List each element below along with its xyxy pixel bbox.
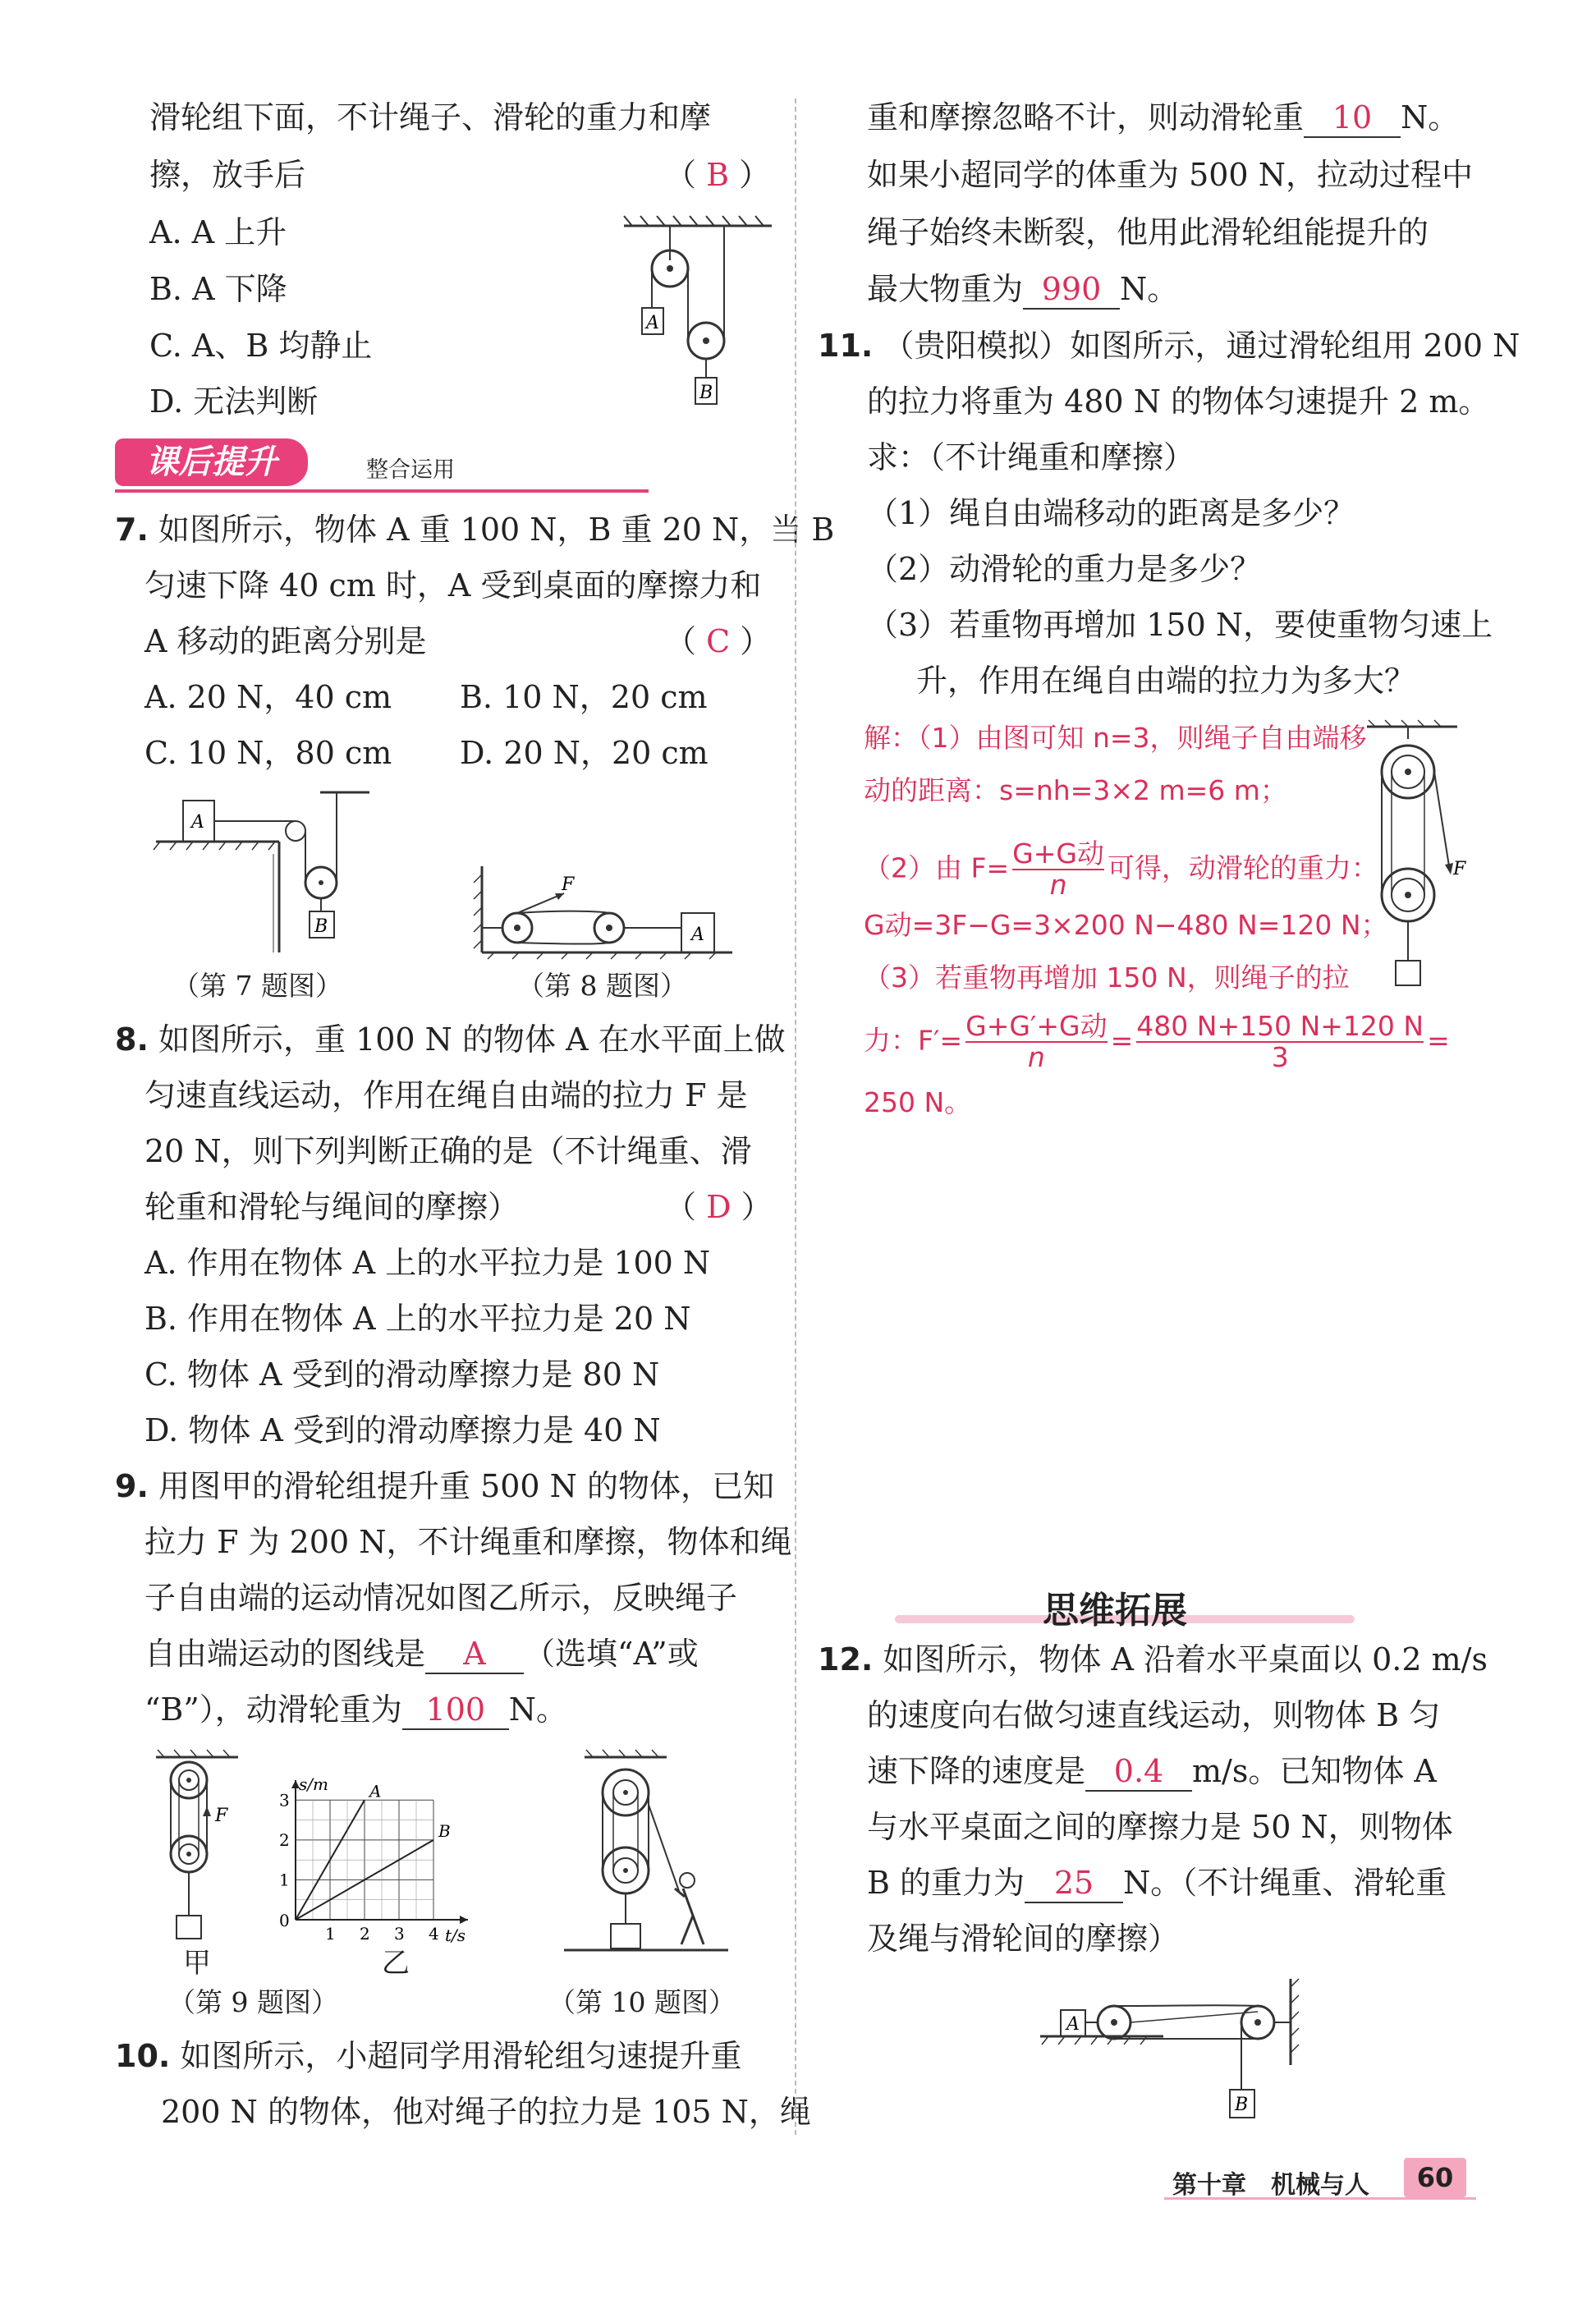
q7-line2: 匀速下降 40 cm 时，A 受到桌面的摩擦力和 xyxy=(144,567,762,604)
q8-label-a: A xyxy=(691,925,704,945)
q6-line2: 擦，放手后 xyxy=(149,157,306,193)
q11-s3-denominator: n xyxy=(1049,869,1067,901)
q6-pulley-figure xyxy=(616,209,780,419)
x-tick-label: 3 xyxy=(394,1924,405,1944)
y-tick-label: 3 xyxy=(279,1790,290,1811)
q8-option-a: A. 作用在物体 A 上的水平拉力是 100 N xyxy=(144,1245,711,1281)
q10-line6b: N。 xyxy=(1120,271,1179,307)
q10-line3a: 重和摩擦忽略不计，则动滑轮重 xyxy=(867,99,1305,135)
q12-figure xyxy=(1036,1975,1307,2131)
series-label-B: B xyxy=(438,1820,451,1841)
footer-chapter: 第十章 机械与人 xyxy=(1172,2171,1369,2200)
q12-blank2: 25 xyxy=(1025,1864,1123,1903)
q11-solution-line4: G动=3F−G=3×200 N−480 N=120 N； xyxy=(864,909,1388,941)
q9-caption: （第 9 题图） xyxy=(168,1986,338,2018)
q12-label-b: B xyxy=(1235,2095,1249,2115)
q12-line6: 及绳与滑轮间的摩擦） xyxy=(867,1921,1180,1957)
q11-s3b: 可得，动滑轮的重力： xyxy=(1107,851,1378,884)
section-rule xyxy=(115,489,649,493)
q8-line2: 匀速直线运动，作用在绳自由端的拉力 F 是 xyxy=(144,1077,748,1113)
q11-figure xyxy=(1363,718,1470,998)
q8-figure xyxy=(470,862,741,961)
q12-line1: 如图所示，物体 A 沿着水平桌面以 0.2 m/s xyxy=(883,1641,1488,1678)
q9-blank1: A xyxy=(425,1635,524,1674)
q8-label-f: F xyxy=(562,874,575,895)
q7-option-a: A. 20 N，40 cm xyxy=(144,679,392,715)
q7-figure xyxy=(152,788,390,961)
q12-line2: 的速度向右做匀速直线运动，则物体 B 匀 xyxy=(867,1697,1441,1733)
q8-option-c: C. 物体 A 受到的滑动摩擦力是 80 N xyxy=(144,1356,660,1393)
q10-caption: （第 10 题图） xyxy=(548,1986,736,2018)
q10-line6a: 最大物重为 xyxy=(867,271,1024,307)
q11-s6-numerator: G+G′+G动 xyxy=(965,1010,1108,1042)
q7-option-b: B. 10 N，20 cm xyxy=(460,679,708,715)
q11-solution-line7: 250 N。 xyxy=(864,1086,972,1118)
q7-line1: 如图所示，物体 A 重 100 N，B 重 20 N，当 B xyxy=(158,512,835,548)
q9-chart xyxy=(263,1747,517,1944)
q9-jia-figure xyxy=(148,1747,246,1953)
q8-caption: （第 8 题图） xyxy=(517,970,687,1002)
q11-s6end: = xyxy=(1427,1024,1450,1057)
q6-answer: B xyxy=(706,157,730,193)
q7-number: 7. xyxy=(115,512,149,548)
q9-blank2: 100 xyxy=(402,1691,509,1730)
x-axis-arrow xyxy=(460,1916,468,1924)
q9-line5a: “B”），动滑轮重为 xyxy=(144,1691,402,1728)
column-divider xyxy=(795,99,796,2135)
q7-line3: A 移动的距离分别是 xyxy=(144,623,427,659)
q10-line3b: N。 xyxy=(1401,99,1460,135)
q11-s3-numerator: G+G动 xyxy=(1012,838,1104,870)
q9-label-f: F xyxy=(215,1806,228,1826)
q11-part3b: 升，作用在绳自由端的拉力为多大？ xyxy=(916,663,1416,699)
y-axis-label: s/m xyxy=(299,1774,328,1794)
q12-blank1: 0.4 xyxy=(1085,1752,1192,1792)
q10-line2: 200 N 的物体，他对绳子的拉力是 105 N，绳 xyxy=(161,2094,811,2130)
q8-answer-bracket: （ D ） xyxy=(665,1189,773,1225)
q11-solution-line3 xyxy=(864,839,1378,900)
y-tick-label: 2 xyxy=(279,1829,290,1850)
q11-part1: （1）绳自由端移动的距离是多少？ xyxy=(867,495,1355,531)
q9-line3: 子自由端的运动情况如图乙所示，反映绳子 xyxy=(144,1580,738,1616)
q6-option-a: A. A 上升 xyxy=(149,214,287,250)
q8-line3: 20 N，则下列判断正确的是（不计绳重、滑 xyxy=(144,1133,752,1169)
q6-option-b: B. A 下降 xyxy=(149,271,287,307)
q8-line4: 轮重和滑轮与绳间的摩擦） xyxy=(144,1189,520,1225)
q11-s6-denominator2: 3 xyxy=(1271,1041,1289,1073)
origin-label: 0 xyxy=(279,1911,290,1930)
q11-line3: 求：（不计绳重和摩擦） xyxy=(867,439,1195,475)
x-tick-label: 2 xyxy=(360,1924,370,1944)
q11-s6a: 力：F′= xyxy=(864,1024,963,1057)
y-tick-label: 1 xyxy=(279,1870,290,1890)
q6-line1: 滑轮组下面，不计绳子、滑轮的重力和摩 xyxy=(149,99,712,135)
q9-line1: 用图甲的滑轮组提升重 500 N 的物体，已知 xyxy=(158,1468,775,1504)
q8-answer: D xyxy=(706,1189,732,1225)
q9-number: 9. xyxy=(115,1468,149,1504)
q10-line4: 如果小超同学的体重为 500 N，拉动过程中 xyxy=(867,157,1473,193)
q6-option-d: D. 无法判断 xyxy=(149,383,319,420)
q8-line1: 如图所示，重 100 N 的物体 A 在水平面上做 xyxy=(158,1021,786,1058)
q11-part2: （2）动滑轮的重力是多少？ xyxy=(867,551,1262,587)
q10-line5: 绳子始终未断裂，他用此滑轮组能提升的 xyxy=(867,214,1429,250)
q7-option-d: D. 20 N，20 cm xyxy=(460,735,709,771)
q10-figure xyxy=(560,1747,732,1965)
q11-s6-denominator: n xyxy=(1027,1041,1045,1073)
q12-number: 12. xyxy=(818,1641,874,1678)
q8-option-d: D. 物体 A 受到的滑动摩擦力是 40 N xyxy=(144,1412,661,1448)
q11-line2: 的拉力将重为 480 N 的物体匀速提升 2 m。 xyxy=(867,383,1490,420)
q9-line2: 拉力 F 为 200 N，不计绳重和摩擦，物体和绳 xyxy=(144,1524,792,1560)
q11-s3a: （2）由 F= xyxy=(864,851,1010,884)
q10-line1: 如图所示，小超同学用滑轮组匀速提升重 xyxy=(180,2038,742,2074)
q11-number: 11. xyxy=(818,328,874,364)
q7-answer: C xyxy=(706,623,731,659)
q11-label-f: F xyxy=(1453,859,1466,879)
q6-answer-bracket: （ B ） xyxy=(665,157,771,193)
q12-line3b: m/s。已知物体 A xyxy=(1192,1753,1437,1789)
footer-rule xyxy=(1164,2197,1476,2200)
q7-label-b: B xyxy=(314,916,328,937)
q8-option-b: B. 作用在物体 A 上的水平拉力是 20 N xyxy=(144,1301,691,1337)
q11-solution-line5: （3）若重物再增加 150 N，则绳子的拉 xyxy=(864,962,1350,994)
series-label-A: A xyxy=(369,1781,382,1801)
q6-label-a: A xyxy=(646,313,659,333)
section-banner: 课后提升 xyxy=(115,438,308,486)
q7-caption: （第 7 题图） xyxy=(172,970,342,1002)
q11-solution-line6 xyxy=(864,1012,1450,1072)
q7-option-c: C. 10 N，80 cm xyxy=(144,735,392,771)
q7-answer-bracket: （ C ） xyxy=(665,623,772,659)
q12-line4: 与水平桌面之间的摩擦力是 50 N，则物体 xyxy=(867,1809,1453,1845)
q12-label-a: A xyxy=(1066,2014,1080,2035)
q11-s6-numerator2: 480 N+150 N+120 N xyxy=(1136,1010,1424,1042)
q11-s6eq: = xyxy=(1110,1024,1134,1057)
q11-part3a: （3）若重物再增加 150 N，要使重物匀速上 xyxy=(867,607,1493,643)
q11-solution-line2: 动的距离：s=nh=3×2 m=6 m； xyxy=(864,774,1287,806)
q12-line3a: 速下降的速度是 xyxy=(867,1753,1086,1789)
page-number: 60 xyxy=(1404,2158,1466,2197)
x-tick-label: 1 xyxy=(325,1924,336,1944)
q10-blank1: 10 xyxy=(1304,99,1401,138)
q9-label-yi: 乙 xyxy=(382,1947,410,1980)
q10-blank2: 990 xyxy=(1023,270,1120,310)
q8-number: 8. xyxy=(115,1021,149,1058)
x-axis-label: t/s xyxy=(445,1925,466,1944)
q11-solution-line1: 解：（1）由图可知 n=3，则绳子自由端移 xyxy=(864,722,1367,754)
q12-line5b: N。（不计绳重、滑轮重 xyxy=(1123,1865,1447,1901)
q9-line5b: N。 xyxy=(508,1691,568,1728)
q11-line1: （贵阳模拟）如图所示，通过滑轮组用 200 N xyxy=(883,328,1520,364)
q7-label-a: A xyxy=(191,812,204,833)
q6-label-b: B xyxy=(699,383,713,403)
q12-line5a: B 的重力为 xyxy=(867,1865,1025,1901)
q10-number: 10. xyxy=(115,2038,171,2074)
q9-label-jia: 甲 xyxy=(183,1947,211,1980)
section-subtitle: 整合运用 xyxy=(366,457,455,483)
x-tick-label: 4 xyxy=(429,1924,439,1944)
q9-line4a: 自由端运动的图线是 xyxy=(144,1636,426,1672)
q6-option-c: C. A、B 均静止 xyxy=(149,328,373,364)
extension-title: 思维拓展 xyxy=(1043,1590,1187,1632)
q9-line4b: （选填“A”或 xyxy=(524,1636,699,1672)
